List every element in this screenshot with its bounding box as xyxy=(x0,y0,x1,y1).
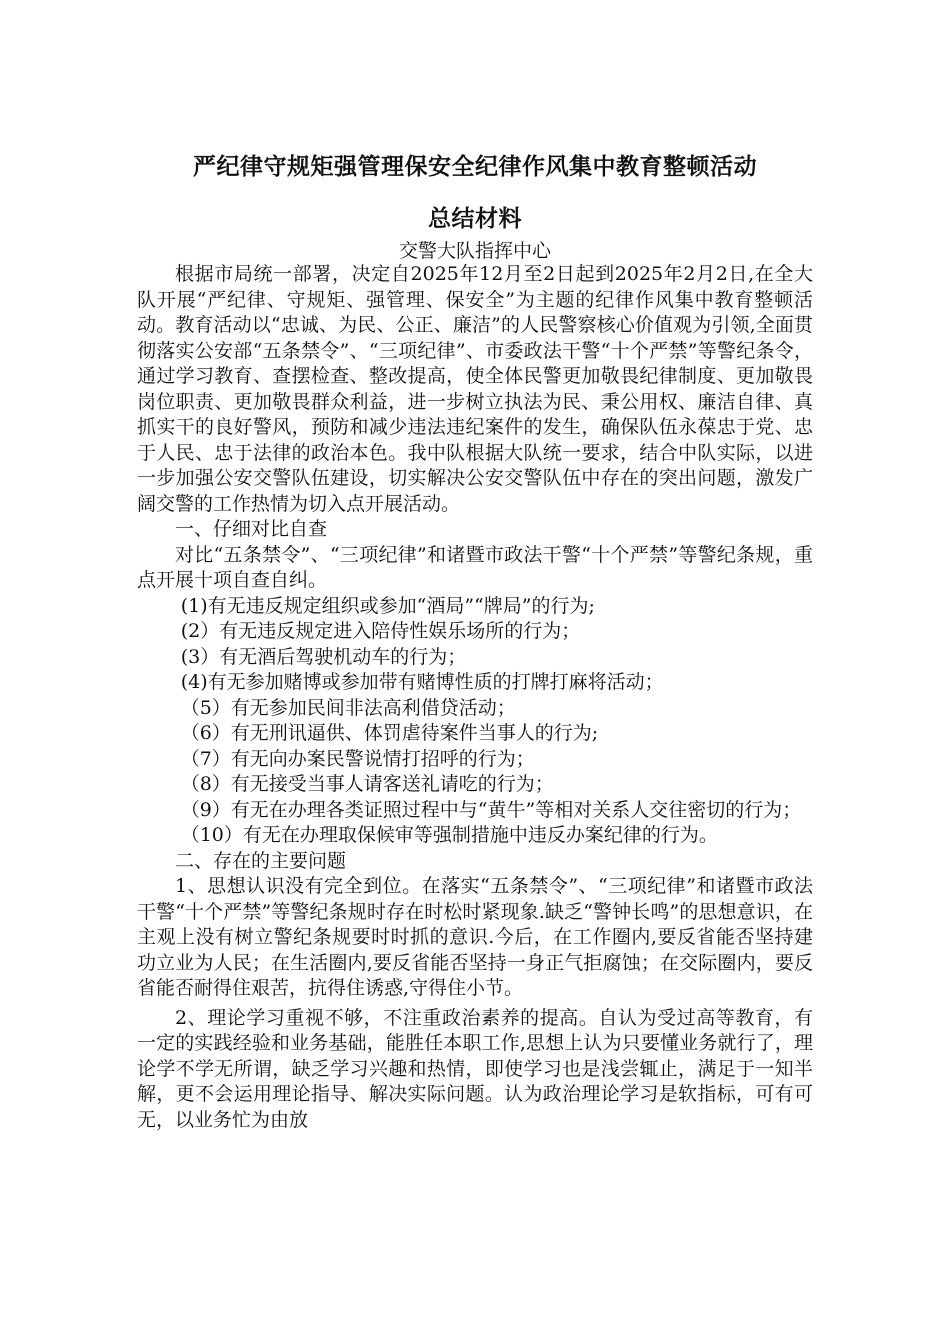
problem-paragraph-2: 2、理论学习重视不够，不注重政治素养的提高。自认为受过高等教育，有一定的实践经验和业务基础，能胜任本职工作,思想上认为只要懂业务就行了，理论学不学无所谓，缺乏学习兴趣和热情，即使学习也是浅尝辄止，满足于一知半解，更不会运用理论指导、解决实际问题。认为政治理论学习是软指标，可有可无，以业务忙为由放 xyxy=(137,1006,813,1131)
checklist-item-9: （9）有无在办理各类证照过程中与“黄牛”等相对关系人交往密切的行为； xyxy=(180,798,802,821)
intro-paragraph: 根据市局统一部署，决定自2025年12月至2日起到2025年2月2日,在全大队开展“严纪律、守规矩、强管理、保安全”为主题的纪律作风集中教育整顿活动。教育活动以“忠诚、为民、公正、廉洁”的人民警察核心价值观为引领,全面贯彻落实公安部“五条禁令”、“三项纪律”、市委政法干警“十个严禁”等警纪条令，通过学习教育、查摆检查、整改提高，使全体民警更加敬畏纪律制度、更加敬畏岗位职责、更加敬畏群众利益，进一步树立执法为民、秉公用权、廉洁自律、真抓实干的良好警风，预防和减少违法违纪案件的发生，确保队伍永葆忠于党、忠于人民、忠于法律的政治本色。我中队根据大队统一要求，结合中队实际，以进一步加强公安交警队伍建设，切实解决公安交警队伍中存在的突出问题，激发广阔交警的工作热情为切入点开展活动。 xyxy=(137,263,813,515)
section-1-intro: 对比“五条禁令”、“三项纪律”和诸暨市政法干警“十个严禁”等警纪条规，重点开展十项自查自纠。 xyxy=(137,543,813,591)
section-heading-2: 二、存在的主要问题 xyxy=(175,849,347,872)
checklist-item-1: (1)有无违反规定组织或参加“酒局”“牌局”的行为; xyxy=(180,594,595,617)
document-title-line1: 严纪律守规矩强管理保安全纪律作风集中教育整顿活动 xyxy=(193,154,757,180)
checklist-item-2: (2）有无违反规定进入陪侍性娱乐场所的行为； xyxy=(180,620,581,642)
checklist-item-3: (3）有无酒后驾驶机动车的行为； xyxy=(180,645,467,668)
checklist-item-10: （10）有无在办理取保候审等强制措施中违反办案纪律的行为。 xyxy=(180,824,718,846)
checklist-item-6: （6）有无刑讯逼供、体罚虐待案件当事人的行为; xyxy=(180,722,599,744)
document-body xyxy=(137,262,813,1133)
checklist-item-5: （5）有无参加民间非法高利借贷活动； xyxy=(180,696,516,719)
document-subtitle: 交警大队指挥中心 xyxy=(398,240,551,262)
checklist-item-8: （8）有无接受当事人请客送礼请吃的行为； xyxy=(180,773,554,795)
checklist-item-4: (4)有无参加赌博或参加带有赌博性质的打牌打麻将活动； xyxy=(180,671,664,693)
checklist-item-7: （7）有无向办案民警说情打招呼的行为； xyxy=(180,747,535,770)
document-title-line2: 总结材料 xyxy=(428,206,522,232)
problem-paragraph-1: 1、思想认识没有完全到位。在落实“五条禁令”、“三项纪律”和诸暨市政法干警“十个严禁”等警纪条规时存在时松时紧现象.缺乏“警钟长鸣”的思想意识，在主观上没有树立警纪条规要时时抓的意识.今后，在工作圈内,要反省能否坚持建功立业为人民；在生活圈内,要反省能否坚持一身正气拒腐蚀；在交际圈内，要反省能否耐得住艰苦，抗得住诱惑,守得住小节。 xyxy=(137,875,813,999)
section-heading-1: 一、仔细对比自查 xyxy=(175,518,328,540)
